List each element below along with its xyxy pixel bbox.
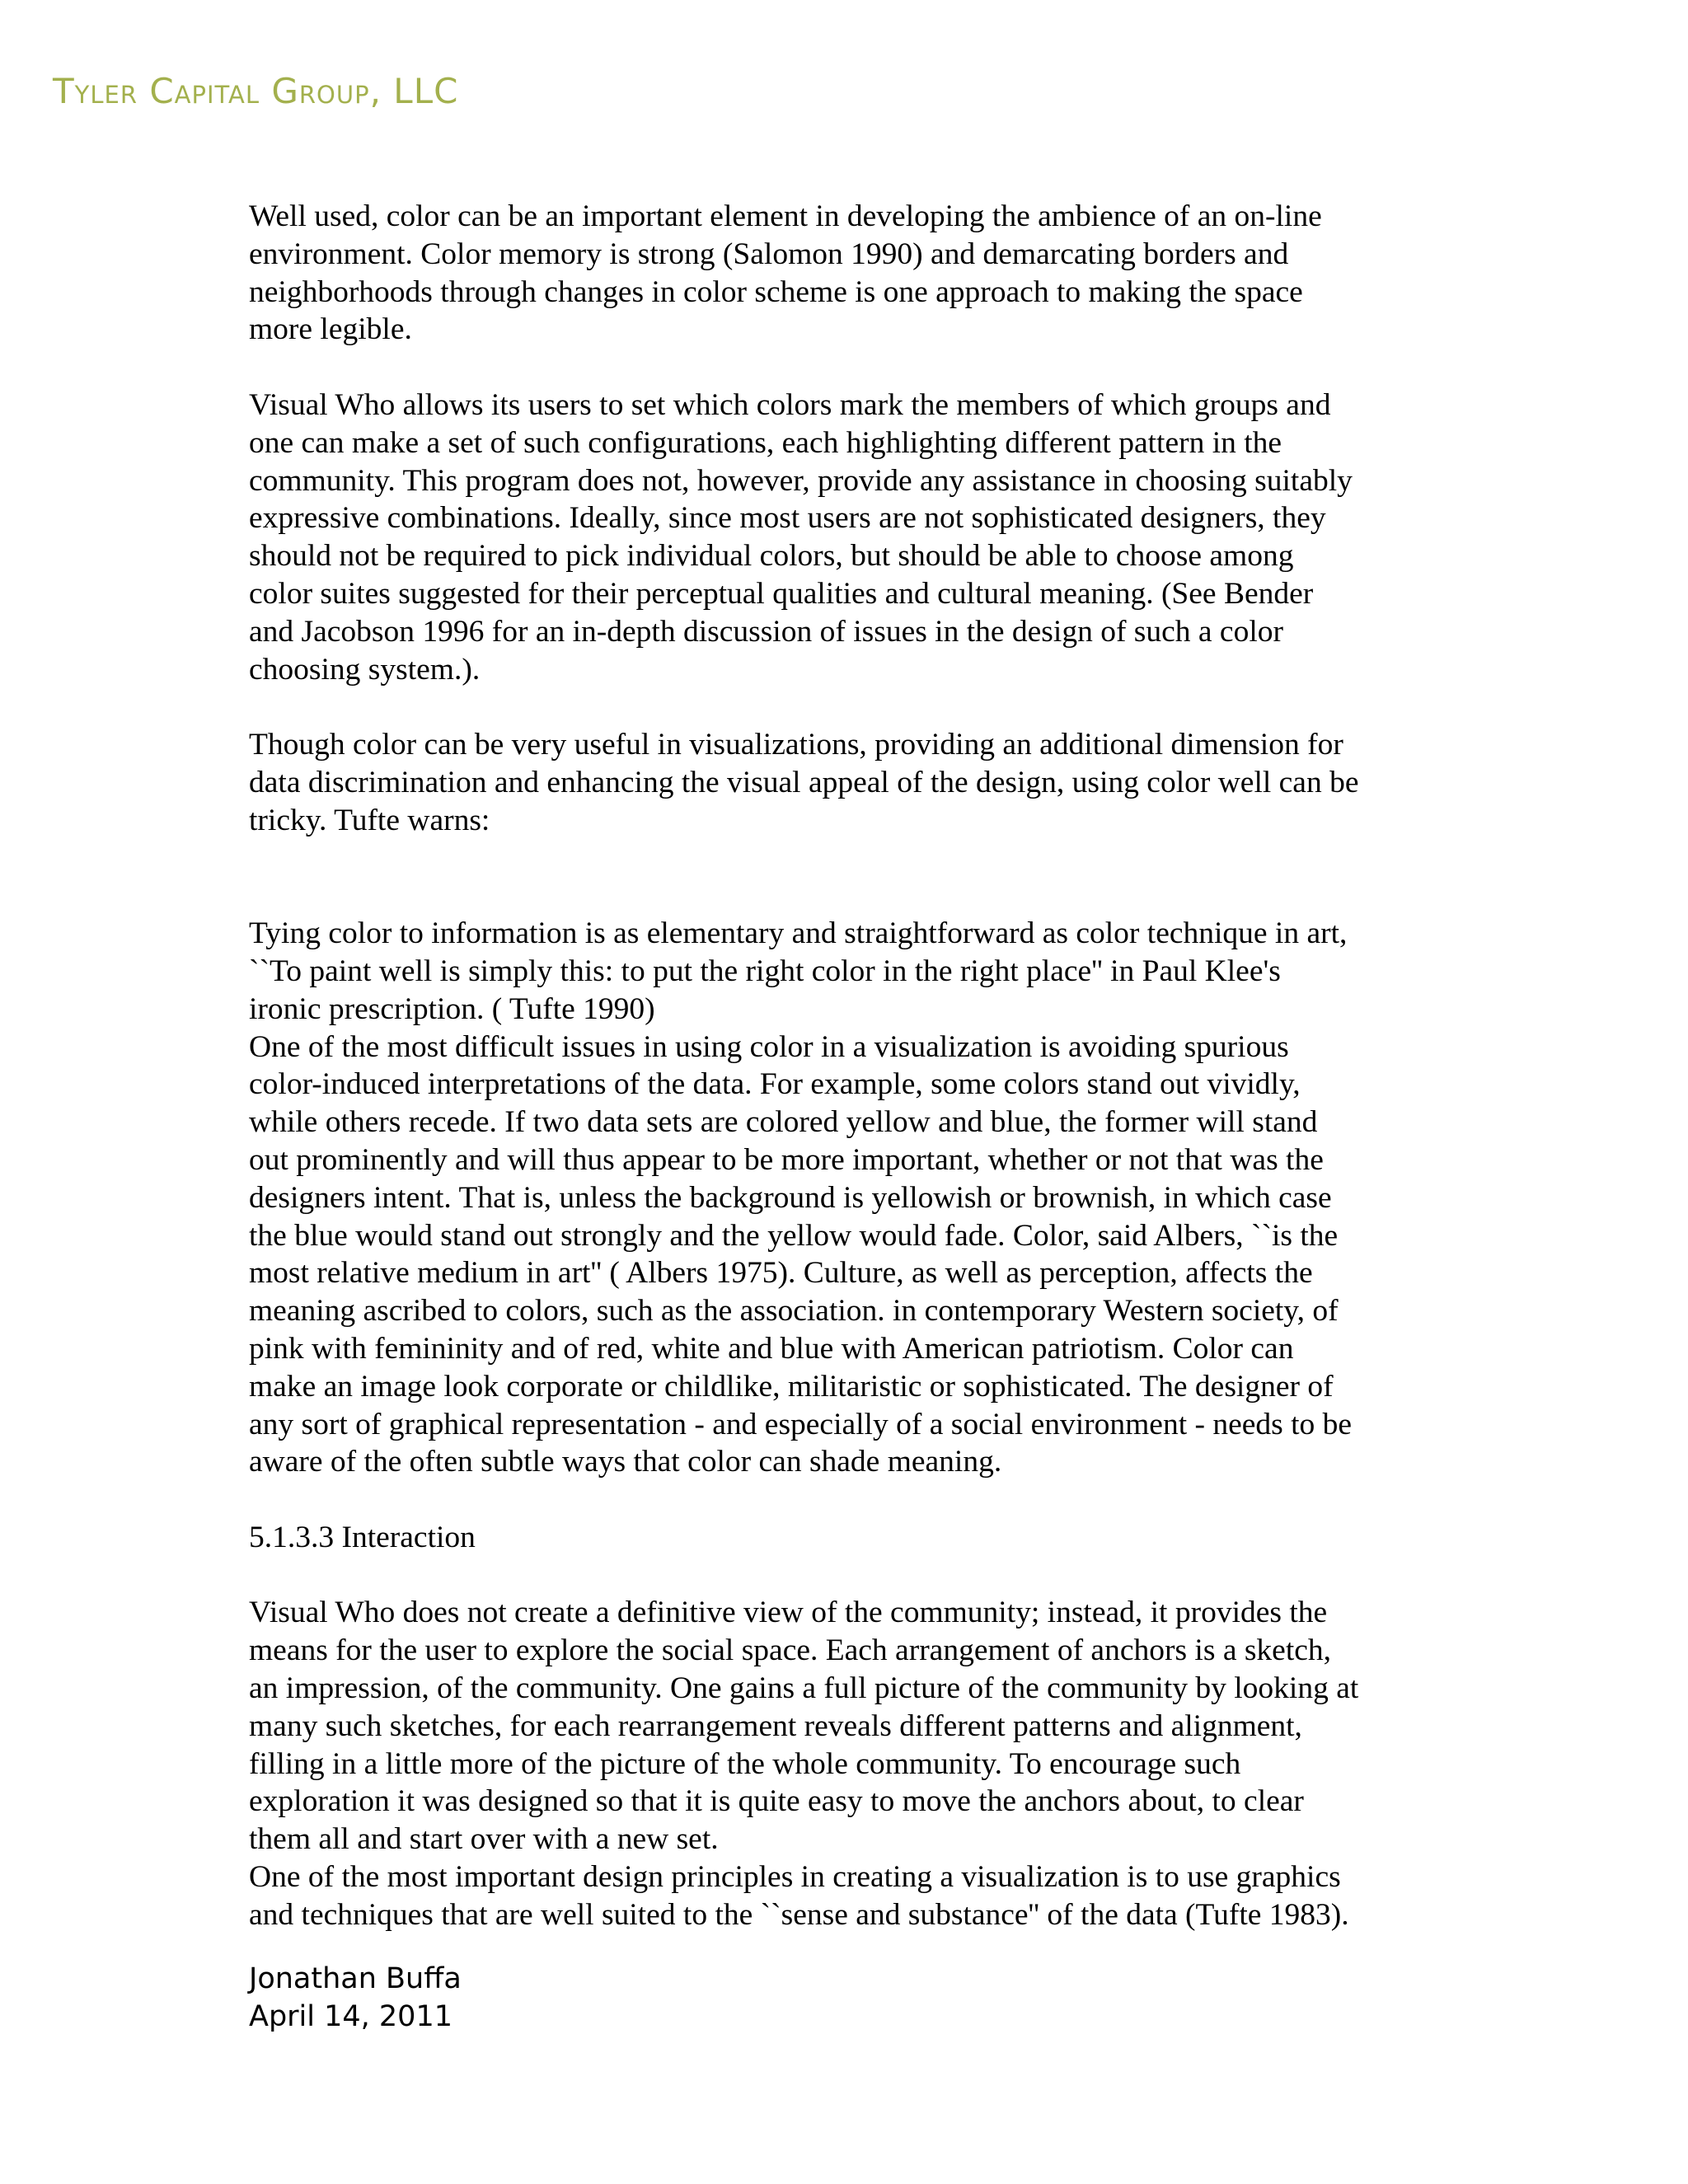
paragraph-explore-social-space: Visual Who does not create a definitive view of the community; instead, it provides the means for the user to explore the social space. Each arrangement of anchors is a sketch, an impression, of the community. One gains a full picture of the community by looking at many such sketches, for each rearrangement reveals different patterns and alignment, filling in a little more of the picture of the whole community. To encourage such exploration it was designed so that it is quite easy to move the anchors about, to clear them all and start over with a new set. xyxy=(249,1596,1359,1857)
paragraph-visual-who-colors: Visual Who allows its users to set which colors mark the members of which groups and one can make a set of such configurations, each highlighting different pattern in the community. This program does not, however, provide any assistance in choosing suitably expressive combinations. Ideally, since most users are not sophisticated designers, they should not be required to pick individual colors, but should be able to choose among color suites suggested for their perceptual qualities and cultural meaning. (See Bender and Jacobson 1996 for an in-depth discussion of issues in the design of such a color choosing system.). xyxy=(249,387,1353,687)
company-letterhead xyxy=(53,71,458,111)
paragraph-spacer xyxy=(249,840,1452,916)
paragraph-color-tricky: Though color can be very useful in visualizations, providing an additional dimension for data discrimination and enhancing the visual appeal of the design, using color well can be tricky. Tufte warns: xyxy=(249,728,1359,837)
company-name: Tyler Capital Group, LLC xyxy=(53,71,459,111)
paragraph-spacer xyxy=(249,688,1452,726)
section-heading-interaction: 5.1.3.3 Interaction xyxy=(249,1520,476,1554)
paragraph-color-ambience: Well used, color can be an important element in developing the ambience of an on-line environment. Color memory is strong (Salomon 1990) and demarcating borders and neighborhoods through changes in color scheme is one approach to making the space more legible. xyxy=(249,199,1322,347)
author-name: Jonathan Buffa xyxy=(249,1962,462,1995)
block-quote-tufte: Tying color to information is as elementary and straightforward as color technique in art, ``To paint well is simply this: to put the right color in the right place'' in Paul Klee's ironic prescription. ( Tufte 1990) xyxy=(249,916,1348,1026)
paragraph-spurious-interpretations: One of the most difficult issues in using color in a visualization is avoiding spurious color-induced interpretations of the data. For example, some colors stand out vividly, while others recede. If two data sets are colored yellow and blue, the former will stand out prominently and will thus appear to be more important, whether or not that was the designers intent. That is, unless the background is yellowish or brownish, in which case the blue would stand out strongly and the yellow would fade. Color, said Albers, ``is the most relative medium in art'' ( Albers 1975). Culture, as well as perception, affects the meaning ascribed to colors, such as the association. in contemporary Western society, of pink with femininity and of red, white and blue with American patriotism. Color can make an image look corporate or childlike, militaristic or sophisticated. The designer of any sort of graphical representation - and especially of a social environment - needs to be aware of the often subtle ways that color can shade meaning. xyxy=(249,1029,1353,1479)
paragraph-design-principles: One of the most important design principles in creating a visualization is to use graphics and techniques that are well suited to the ``sense and substance'' of the data (Tufte 1983). xyxy=(249,1860,1349,1932)
paragraph-spacer xyxy=(249,349,1452,387)
paragraph-spacer xyxy=(249,1557,1452,1595)
paragraph-spacer xyxy=(249,1481,1452,1519)
document-date: April 14, 2011 xyxy=(249,2000,452,2033)
document-body xyxy=(249,198,1452,1934)
signature-block xyxy=(249,1960,462,2036)
